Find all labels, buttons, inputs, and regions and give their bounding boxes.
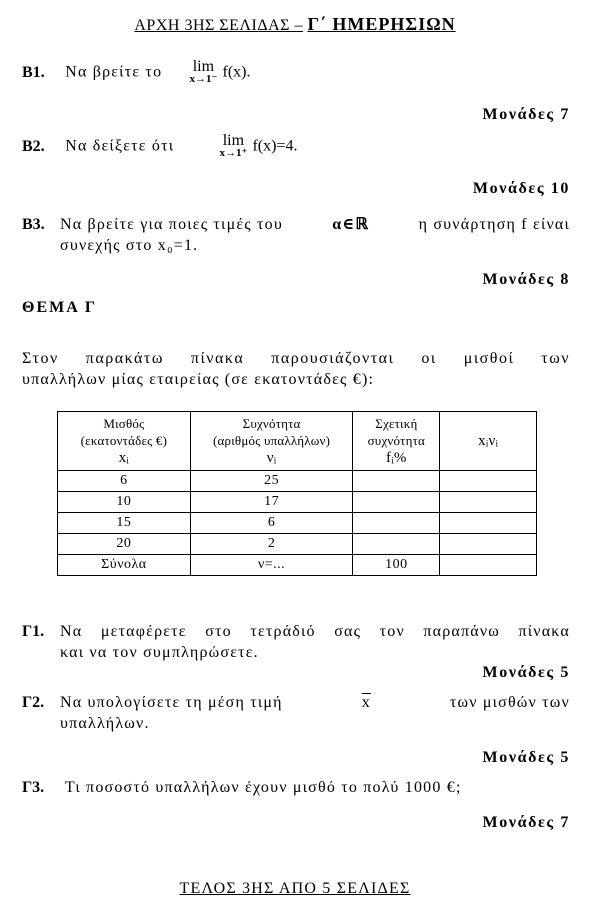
table-cell bbox=[440, 555, 537, 576]
question-text: Να βρείτε το bbox=[65, 63, 163, 81]
salary-table bbox=[57, 411, 537, 576]
question-b1 bbox=[22, 60, 570, 86]
question-line-2: και να τον συμπληρώσετε. bbox=[60, 644, 259, 661]
question-text-end: η συνάρτηση f είναι bbox=[418, 216, 570, 233]
table-cell: ν=... bbox=[190, 555, 353, 576]
header-salary: Μισθός (εκατοντάδες €) xᵢ bbox=[58, 412, 191, 471]
table-cell bbox=[440, 492, 537, 513]
points-g1: Μονάδες 5 bbox=[482, 664, 570, 681]
alpha-symbol: α∈ℝ bbox=[332, 216, 370, 233]
table-cell bbox=[440, 471, 537, 492]
table-cell: 25 bbox=[190, 471, 353, 492]
table-cell: Σύνολα bbox=[58, 555, 191, 576]
question-label: Β1. bbox=[22, 63, 45, 81]
table-cell: 100 bbox=[353, 555, 440, 576]
question-g3 bbox=[22, 777, 570, 798]
mean-symbol: $\overline{x}$ bbox=[361, 694, 371, 711]
question-text-end: των μισθών των bbox=[449, 694, 570, 711]
lim-word: lim bbox=[222, 132, 245, 149]
question-text: Να μεταφέρετε στο τετράδιό σας τον παραπάνω πίνακα bbox=[60, 623, 570, 640]
table-cell bbox=[353, 513, 440, 534]
function-expression: f(x)=4. bbox=[252, 137, 298, 155]
header-prefix: ΑΡΧΗ 3ΗΣ ΣΕΛΙΔΑΣ – bbox=[134, 17, 303, 34]
question-text: Τι ποσοστό υπαλλήλων έχουν μισθό το πολύ 1000 €; bbox=[64, 779, 462, 796]
intro-paragraph bbox=[22, 348, 570, 390]
points-b3: Μονάδες 8 bbox=[482, 271, 570, 288]
header-suffix: Γ΄ ΗΜΕΡΗΣΙΩΝ bbox=[307, 14, 456, 34]
lim-subscript: x→1⁻ bbox=[189, 73, 218, 85]
table-cell: 6 bbox=[58, 471, 191, 492]
page-header bbox=[0, 14, 590, 35]
question-label: Β3. bbox=[22, 216, 45, 233]
function-expression: f(x). bbox=[222, 63, 251, 81]
table-cell: 15 bbox=[58, 513, 191, 534]
points-b2: Μονάδες 10 bbox=[472, 180, 570, 197]
question-line-2: υπαλλήλων. bbox=[60, 715, 150, 732]
limit-expression bbox=[189, 60, 217, 86]
question-text: Να βρείτε για ποιες τιμές του bbox=[60, 216, 283, 233]
header-relative-frequency: Σχετική συχνότητα fᵢ% bbox=[353, 412, 440, 471]
question-label: Γ1. bbox=[22, 623, 45, 640]
table-cell bbox=[440, 534, 537, 555]
question-label: Γ2. bbox=[22, 694, 45, 711]
question-label: Γ3. bbox=[22, 779, 45, 796]
question-line-2: συνεχής στο x₀=1. bbox=[60, 237, 199, 254]
limit-expression bbox=[219, 134, 247, 160]
question-b3 bbox=[22, 214, 570, 256]
table-cell: 17 bbox=[190, 492, 353, 513]
question-g2 bbox=[22, 692, 570, 734]
lim-word: lim bbox=[192, 58, 215, 75]
table-cell bbox=[353, 471, 440, 492]
question-g1 bbox=[22, 621, 570, 663]
table-cell: 2 bbox=[190, 534, 353, 555]
table-cell: 10 bbox=[58, 492, 191, 513]
table-header-row bbox=[58, 412, 537, 471]
question-text: Να δείξετε ότι bbox=[65, 137, 175, 155]
header-xv: xᵢνᵢ bbox=[440, 412, 537, 471]
question-label: Β2. bbox=[22, 137, 45, 155]
section-title: ΘΕΜΑ Γ bbox=[22, 299, 98, 316]
table-row bbox=[58, 471, 537, 492]
table-cell: 6 bbox=[190, 513, 353, 534]
table-cell bbox=[440, 513, 537, 534]
table-row bbox=[58, 534, 537, 555]
table-cell bbox=[353, 534, 440, 555]
table-row bbox=[58, 513, 537, 534]
question-line bbox=[22, 214, 570, 235]
intro-line-2: υπαλλήλων μίας εταιρείας (σε εκατοντάδες €): bbox=[22, 371, 375, 388]
intro-line-1: Στον παρακάτω πίνακα παρουσιάζονται οι μισθοί των bbox=[22, 350, 570, 367]
points-g3: Μονάδες 7 bbox=[482, 814, 570, 831]
table-row bbox=[58, 492, 537, 513]
table-cell bbox=[353, 492, 440, 513]
points-b1: Μονάδες 7 bbox=[482, 106, 570, 123]
question-line bbox=[22, 692, 570, 713]
table-cell: 20 bbox=[58, 534, 191, 555]
question-b2 bbox=[22, 134, 570, 160]
points-g2: Μονάδες 5 bbox=[482, 749, 570, 766]
table-totals-row bbox=[58, 555, 537, 576]
header-frequency: Συχνότητα (αριθμός υπαλλήλων) νᵢ bbox=[190, 412, 353, 471]
question-text: Να υπολογίσετε τη μέση τιμή bbox=[60, 694, 283, 711]
page-footer: ΤΕΛΟΣ 3ΗΣ ΑΠΟ 5 ΣΕΛΙΔΕΣ bbox=[179, 880, 411, 897]
question-line bbox=[22, 621, 570, 642]
lim-subscript: x→1⁺ bbox=[219, 147, 248, 159]
